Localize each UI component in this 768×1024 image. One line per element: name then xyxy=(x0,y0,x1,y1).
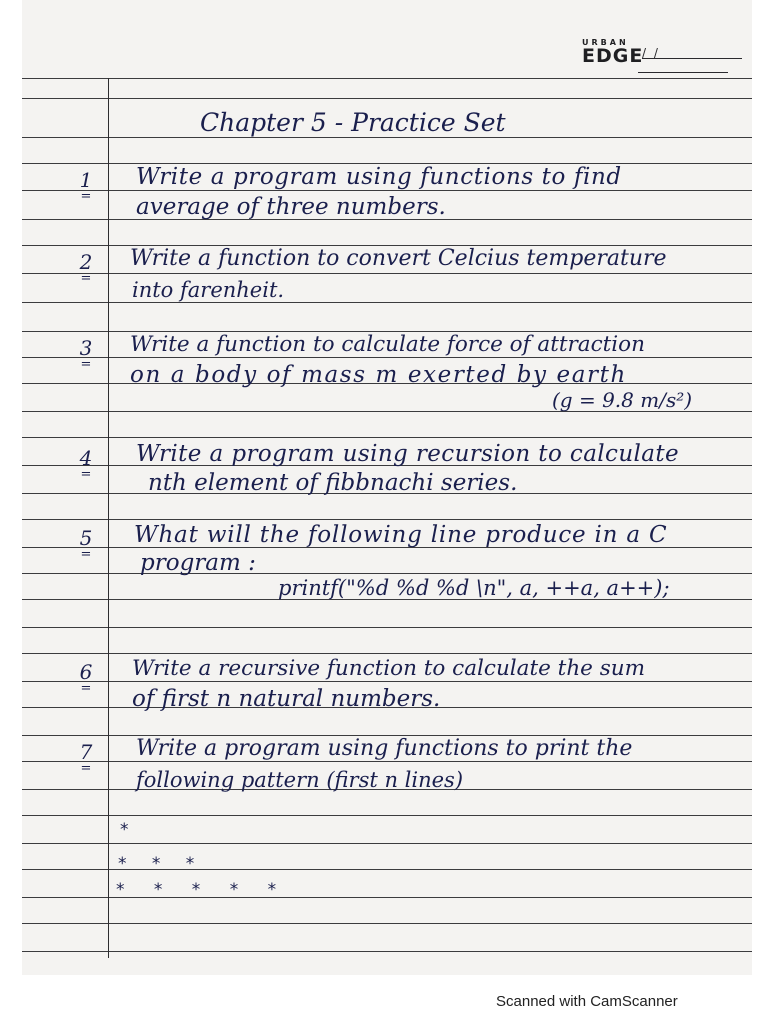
notebook-page xyxy=(22,0,752,975)
ruled-line xyxy=(22,681,752,682)
margin-line xyxy=(108,78,109,958)
question-line: Write a function to convert Celcius temperature xyxy=(130,246,667,271)
question-line: of first n natural numbers. xyxy=(132,686,441,712)
ruled-line xyxy=(22,273,752,274)
question-line: Write a program using functions to find xyxy=(136,164,622,190)
question-line: What will the following line produce in a C xyxy=(134,522,668,548)
question-number: 1 = xyxy=(79,168,93,204)
question-line: following pattern (first n lines) xyxy=(136,768,464,792)
question-line: Write a function to calculate force of attraction xyxy=(130,332,645,357)
ruled-line xyxy=(22,137,752,138)
ruled-line xyxy=(22,843,752,844)
question-line: program : xyxy=(140,550,256,576)
ruled-line xyxy=(22,653,752,654)
question-number: 7 = xyxy=(79,740,93,776)
question-line: Write a recursive function to calculate the sum xyxy=(132,656,645,681)
question-number-text: 5 xyxy=(79,526,93,550)
date-underline-2 xyxy=(638,72,728,73)
ruled-line xyxy=(22,98,752,99)
ruled-line xyxy=(22,815,752,816)
ruled-line xyxy=(22,302,752,303)
question-line: printf("%d %d %d \n", a, ++a, a++); xyxy=(278,576,670,600)
pattern-line: * * * xyxy=(118,854,205,874)
page-title: Chapter 5 - Practice Set xyxy=(200,108,506,137)
ruled-line xyxy=(22,627,752,628)
question-line: nth element of fibbnachi series. xyxy=(148,470,518,496)
ruled-line xyxy=(22,190,752,191)
question-line: on a body of mass m exerted by earth xyxy=(130,362,627,388)
question-line: into farenheit. xyxy=(132,278,285,302)
question-number-text: 7 xyxy=(79,740,93,764)
question-number-text: 3 xyxy=(79,336,93,360)
ruled-line xyxy=(22,573,752,574)
ruled-line xyxy=(22,437,752,438)
question-number-text: 2 xyxy=(79,250,93,274)
ruled-line xyxy=(22,951,752,952)
question-number-text: 4 xyxy=(79,446,93,470)
ruled-line xyxy=(22,519,752,520)
brand-main-text: EDGE xyxy=(582,45,644,67)
brand-top-text: URBAN xyxy=(582,38,629,47)
question-number-text: 1 xyxy=(79,168,93,192)
ruled-line xyxy=(22,761,752,762)
question-number: 5 = xyxy=(79,526,93,562)
question-line: average of three numbers. xyxy=(136,194,446,220)
scanner-watermark: Scanned with CamScanner xyxy=(496,993,678,1010)
question-number: 4 = xyxy=(79,446,93,482)
question-number-text: 6 xyxy=(79,660,93,684)
question-number: 2 = xyxy=(79,250,93,286)
question-line: (g = 9.8 m/s²) xyxy=(552,388,693,412)
date-field: / / xyxy=(642,46,660,60)
brand-logo xyxy=(582,38,643,67)
pattern-line: * xyxy=(120,820,139,840)
question-number: 3 = xyxy=(79,336,93,372)
question-number: 6 = xyxy=(79,660,93,696)
pattern-line: * * * * * xyxy=(116,880,289,900)
question-line: Write a program using recursion to calculate xyxy=(136,441,680,467)
ruled-line xyxy=(22,78,752,79)
ruled-line xyxy=(22,923,752,924)
ruled-line xyxy=(22,357,752,358)
question-line: Write a program using functions to print the xyxy=(136,736,633,761)
date-underline xyxy=(642,58,742,59)
